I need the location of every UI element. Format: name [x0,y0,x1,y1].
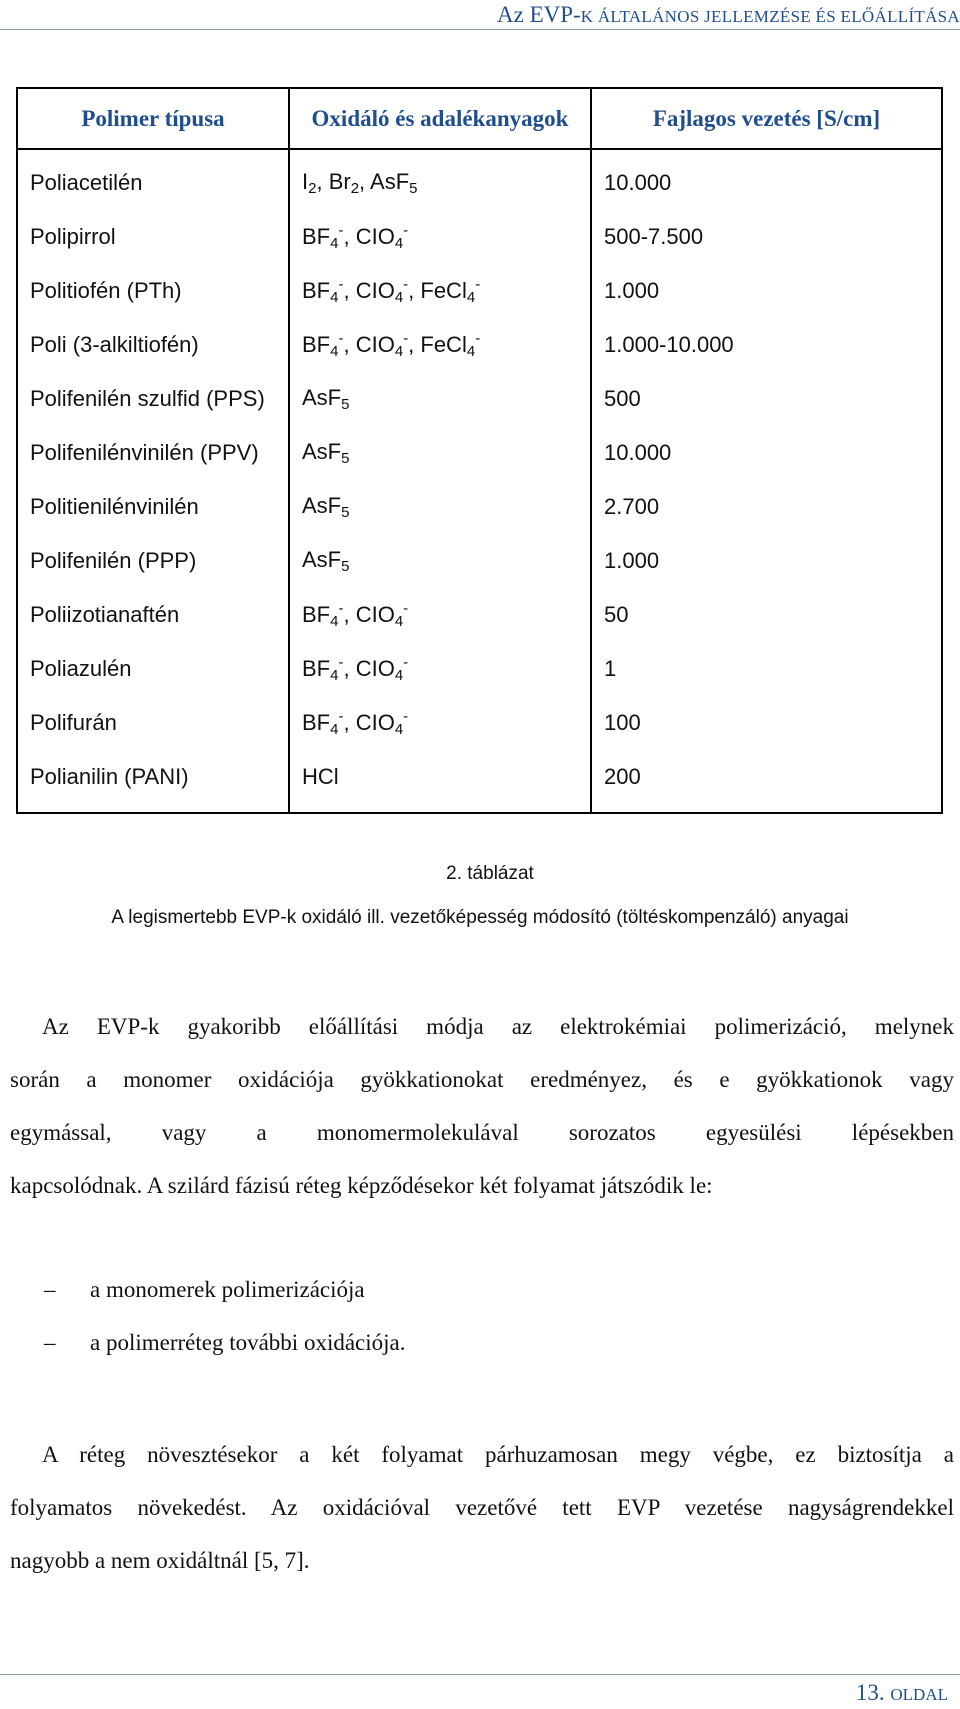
cell-polymer: Politienilénvinilén [17,480,289,534]
page-label: OLDAL [890,1685,948,1704]
table-row [17,372,942,426]
page-footer [856,1680,948,1706]
table-caption-number: 2. táblázat [446,863,534,884]
cell-conductivity: 1 [591,642,942,696]
table-row [17,480,942,534]
cell-conductivity: 200 [591,750,942,813]
cell-agents: HCl [289,750,591,813]
cell-conductivity: 500 [591,372,942,426]
cell-conductivity: 100 [591,696,942,750]
cell-conductivity: 1.000 [591,534,942,588]
paragraph-2 [10,1428,954,1587]
paragraph-line: egymással, vagy a monomermolekulával sorozatos egyesülési lépésekben [10,1120,954,1145]
paragraph-line: folyamatos növekedést. Az oxidációval vezetővé tett EVP vezetése nagyságrendekkel [10,1495,954,1520]
cell-conductivity: 1.000-10.000 [591,318,942,372]
cell-agents: AsF$_5$ [289,534,591,588]
list-dash: – [44,1330,56,1355]
table-caption-text: A legismertebb EVP-k oxidáló ill. vezetőképesség módosító (töltéskompenzáló) anyagai [111,907,849,928]
cell-agents: AsF$_5$ [289,480,591,534]
table-row [17,149,942,210]
table-row [17,696,942,750]
cell-agents: $BF_4^-$, $CIO_4^-$, FeCl$_4$- [289,318,591,372]
cell-polymer: Polipirrol [17,210,289,264]
cell-polymer: Politiofén (PTh) [17,264,289,318]
list-item [44,1323,406,1363]
list-dash: – [44,1277,56,1302]
page-number: 13. [855,1680,885,1705]
table-row [17,534,942,588]
cell-agents: $BF_4^-$, $CIO_4^-$, FeCl$_4$- [289,264,591,318]
cell-agents: AsF$_5$ [289,426,591,480]
table-header-row [17,88,942,149]
cell-polymer: Polianilin (PANI) [17,750,289,813]
list-item [44,1270,365,1310]
cell-polymer: Polifenilénvinilén (PPV) [17,426,289,480]
cell-conductivity: 10.000 [591,426,942,480]
header-title-lead: Az EVP- [497,2,581,27]
polymer-table [16,87,943,814]
column-header-polymer: Polimer típusa [17,88,289,149]
paragraph-line: A réteg növesztésekor a két folyamat párhuzamosan megy végbe, ez biztosítja a [42,1442,954,1467]
cell-polymer: Polifenilén szulfid (PPS) [17,372,289,426]
header-divider [0,29,960,30]
table-row [17,588,942,642]
cell-polymer: Poli (3-alkiltiofén) [17,318,289,372]
table-row [17,750,942,813]
table-row [17,318,942,372]
cell-conductivity: 500-7.500 [591,210,942,264]
table-body [17,149,942,813]
cell-polymer: Polifenilén (PPP) [17,534,289,588]
running-header [0,2,960,30]
cell-polymer: Polifurán [17,696,289,750]
cell-agents: $BF_4^-$, $CIO_4^-$ [289,210,591,264]
cell-agents: $BF_4^-$, $CIO_4^-$ [289,588,591,642]
cell-agents: AsF$_5$ [289,372,591,426]
cell-agents: $BF_4^-$, $CIO_4^-$ [289,642,591,696]
cell-conductivity: 2.700 [591,480,942,534]
cell-polymer: Poliacetilén [17,149,289,210]
list-item-text: a polimerréteg további oxidációja. [90,1330,406,1355]
paragraph-1 [10,1000,954,1212]
paragraph-line: során a monomer oxidációja gyökkationokat eredményez, és e gyökkationok vagy [10,1067,954,1092]
paragraph-line: nagyobb a nem oxidáltnál [5, 7]. [10,1548,310,1573]
cell-conductivity: 10.000 [591,149,942,210]
footer-divider [0,1674,960,1675]
header-title-rest: K ÁLTALÁNOS JELLEMZÉSE ÉS ELŐÁLLÍTÁSA [580,7,960,26]
table-row [17,210,942,264]
list-item-text: a monomerek polimerizációja [90,1277,365,1302]
paragraph-line: kapcsolódnak. A szilárd fázisú réteg képződésekor két folyamat játszódik le: [10,1173,713,1198]
column-header-agents: Oxidáló és adalékanyagok [289,88,591,149]
cell-conductivity: 1.000 [591,264,942,318]
cell-polymer: Poliazulén [17,642,289,696]
table-row [17,264,942,318]
paragraph-line: Az EVP-k gyakoribb előállítási módja az elektrokémiai polimerizáció, melynek [42,1014,954,1039]
cell-agents: $I_2$, $Br_2$, AsF$_5$ [289,149,591,210]
cell-agents: $BF_4^-$, $CIO_4^-$ [289,696,591,750]
cell-polymer: Poliizotianaftén [17,588,289,642]
column-header-conductivity: Fajlagos vezetés [S/cm] [591,88,942,149]
table-row [17,426,942,480]
table-row [17,642,942,696]
cell-conductivity: 50 [591,588,942,642]
